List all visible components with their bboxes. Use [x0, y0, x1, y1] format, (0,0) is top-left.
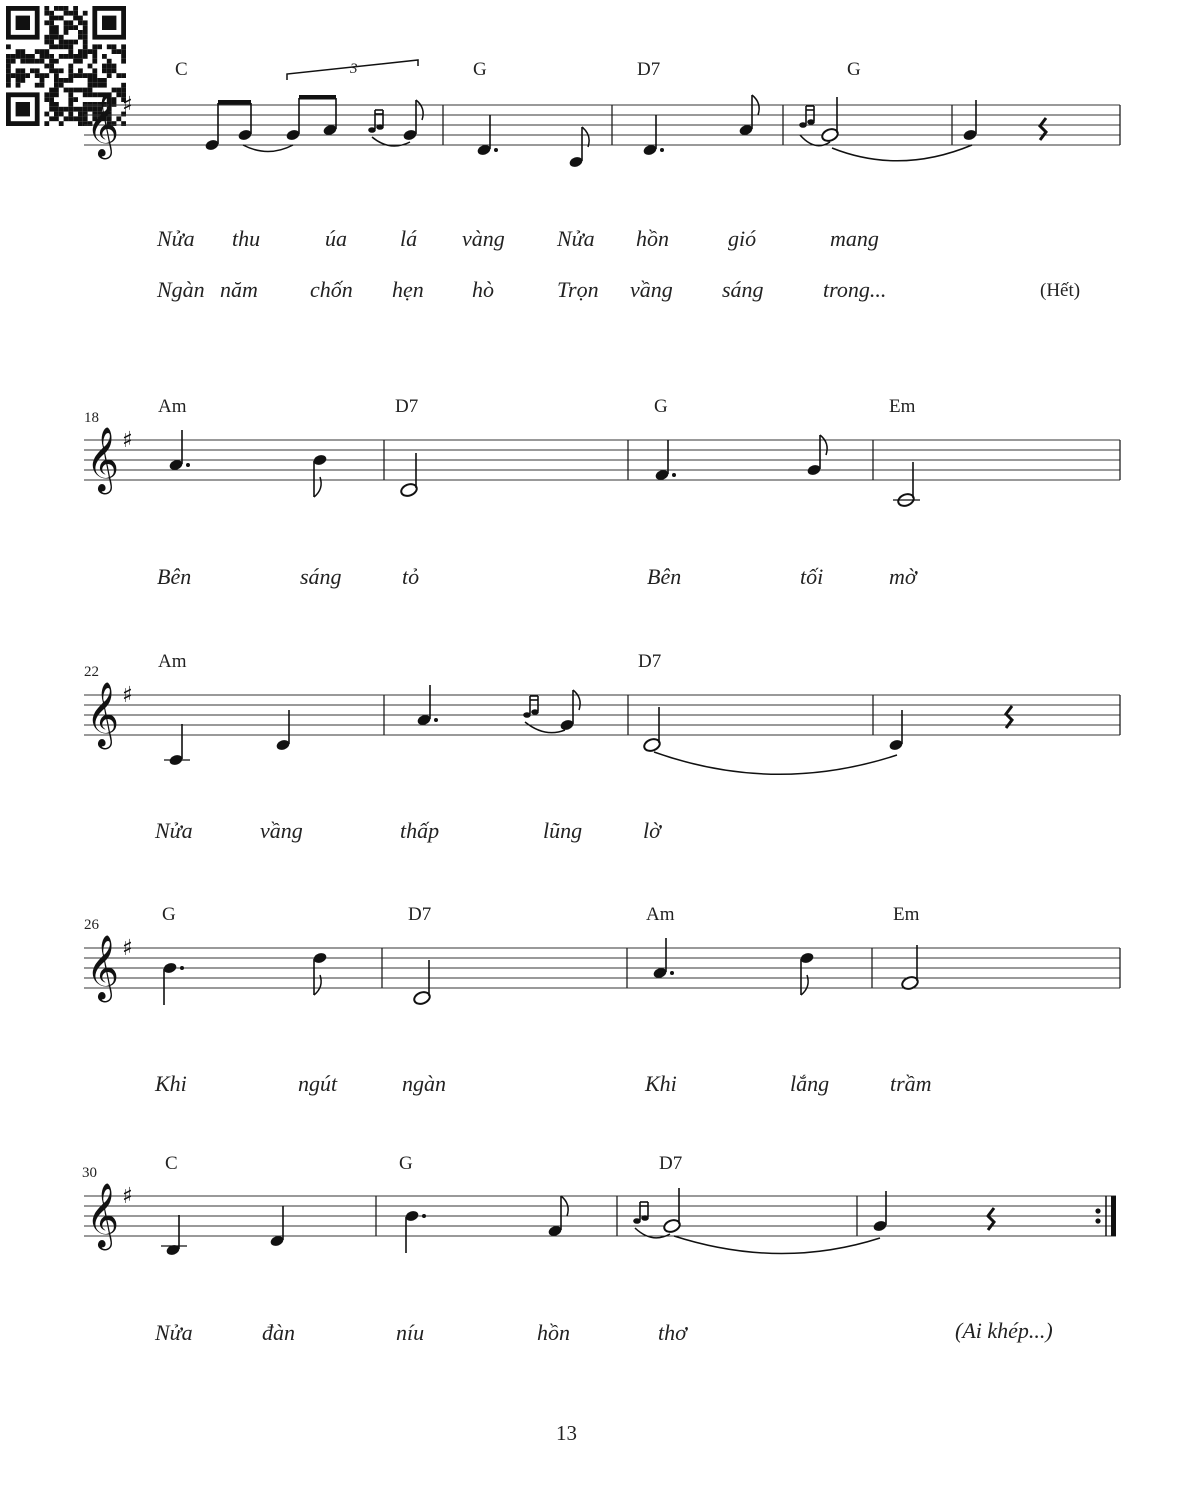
- note: [162, 961, 184, 1005]
- chord-symbol: Am: [158, 651, 187, 672]
- lyric-syllable: ngàn: [402, 1071, 446, 1096]
- lyric-syllable: sáng: [300, 564, 342, 589]
- chord-symbol: Em: [893, 904, 920, 925]
- treble-clef-icon: 𝄞: [86, 1183, 120, 1248]
- lyric-syllable: úa: [325, 226, 347, 251]
- lyric-syllable: lá: [400, 226, 418, 251]
- note: [888, 710, 903, 752]
- chord-symbol: D7: [638, 651, 662, 672]
- treble-clef-icon: 𝄞: [86, 92, 120, 157]
- note: [547, 1196, 568, 1238]
- staff-3: [84, 682, 1120, 749]
- system-4: [84, 904, 1120, 1096]
- lyrics-verse-1: [154, 818, 662, 843]
- tie: [654, 752, 897, 774]
- key-signature-sharp-icon: ♯: [122, 428, 133, 453]
- lyric-syllable: Nửa: [155, 1320, 193, 1345]
- measure-number: 18: [84, 410, 99, 426]
- chord-symbol: G: [847, 59, 861, 80]
- system-3: [84, 651, 1120, 843]
- note: [643, 707, 662, 753]
- staff-2: [84, 427, 1120, 494]
- chord-symbol: D7: [637, 59, 661, 80]
- lyric-syllable: hò: [472, 277, 494, 302]
- tuplet-number: 3: [350, 61, 358, 77]
- lyric-syllable: chốn: [310, 277, 353, 302]
- lyric-syllable: Bên: [157, 564, 192, 589]
- lyrics-verse-1: [156, 226, 879, 251]
- treble-clef-icon: 𝄞: [86, 682, 120, 747]
- note: [962, 100, 977, 142]
- lyric-syllable: vầng: [260, 818, 303, 843]
- key-signature-sharp-icon: ♯: [122, 683, 133, 708]
- note: [476, 115, 589, 169]
- grace-notes: [633, 1202, 649, 1224]
- lyric-syllable: năm: [220, 277, 258, 302]
- lyric-syllable: Khi: [645, 1071, 677, 1096]
- key-signature-sharp-icon: ♯: [122, 1184, 133, 1209]
- repeat-marker: (Ai khép...): [955, 1318, 1053, 1343]
- lyric-syllable: vầng: [630, 277, 673, 302]
- chord-symbol: G: [399, 1153, 413, 1174]
- lyric-syllable: lắng: [790, 1071, 830, 1096]
- lyric-syllable: tỏ: [402, 564, 420, 589]
- lyric-syllable: tối: [800, 564, 824, 589]
- lyric-syllable: ngút: [298, 1071, 338, 1096]
- lyric-syllable: hồn: [537, 1320, 570, 1345]
- staff-5: [84, 1183, 1116, 1250]
- grace-notes: [368, 110, 384, 133]
- lyric-syllable: Trọn: [557, 277, 599, 302]
- note: [821, 97, 840, 143]
- system-5: [82, 1153, 1116, 1345]
- system-2: [84, 396, 1120, 589]
- note: [312, 453, 327, 497]
- treble-clef-icon: 𝄞: [86, 427, 120, 492]
- lyric-syllable: Nửa: [157, 226, 195, 251]
- lyric-syllable: hồn: [636, 226, 669, 251]
- lyric-syllable: sáng: [722, 277, 764, 302]
- lyric-syllable: gió: [728, 226, 757, 251]
- tie: [243, 145, 293, 152]
- lyric-syllable: Bên: [647, 564, 682, 589]
- note: [642, 95, 759, 157]
- lyrics-verse-1: [157, 564, 918, 589]
- lyric-syllable: Nửa: [557, 226, 595, 251]
- lyric-syllable: Nửa: [155, 818, 193, 843]
- lyric-syllable: lũng: [543, 818, 583, 843]
- lyric-syllable: hẹn: [392, 277, 424, 302]
- quarter-rest-icon: [988, 1208, 994, 1230]
- chord-symbol: D7: [659, 1153, 683, 1174]
- note: [893, 462, 920, 508]
- note: [275, 710, 290, 752]
- chord-symbol: D7: [408, 904, 432, 925]
- page-number: 13: [556, 1421, 577, 1445]
- treble-clef-icon: 𝄞: [86, 935, 120, 1000]
- lyric-syllable: níu: [396, 1320, 425, 1345]
- lyric-syllable: thơ: [658, 1320, 687, 1345]
- note: [269, 1206, 284, 1248]
- note: [168, 430, 190, 472]
- chord-symbol: C: [165, 1153, 178, 1174]
- lyric-syllable: lờ: [643, 818, 661, 843]
- lyric-syllable: Khi: [155, 1071, 187, 1096]
- lyric-syllable: trong...: [823, 277, 887, 302]
- lyric-syllable: vàng: [462, 226, 505, 251]
- measure-number: 22: [84, 664, 99, 680]
- note: [404, 1209, 426, 1253]
- measure-number: 30: [82, 1165, 97, 1181]
- lyric-syllable: trầm: [890, 1071, 932, 1096]
- lyric-syllable: đàn: [262, 1320, 295, 1345]
- lyrics-verse-1: [154, 1071, 932, 1096]
- lyric-syllable: mờ: [889, 564, 917, 589]
- note: [654, 440, 676, 482]
- lyric-syllable: thấp: [400, 818, 440, 843]
- tie: [674, 1236, 880, 1254]
- note: [164, 724, 190, 767]
- note: [416, 685, 438, 727]
- chord-symbol: G: [162, 904, 176, 925]
- lyrics-verse-1: [154, 1320, 688, 1345]
- note: [652, 938, 674, 980]
- tie: [832, 145, 972, 161]
- system-1: [84, 59, 1120, 302]
- key-signature-sharp-icon: ♯: [122, 936, 133, 961]
- lyric-syllable: Ngàn: [157, 277, 205, 302]
- chord-symbol: G: [473, 59, 487, 80]
- chord-symbol: Em: [889, 396, 916, 417]
- chord-symbol: Am: [646, 904, 675, 925]
- chord-symbol: C: [175, 59, 188, 80]
- chord-symbol: Am: [158, 396, 187, 417]
- note: [663, 1188, 682, 1234]
- chord-symbol: D7: [395, 396, 419, 417]
- note: [413, 960, 432, 1006]
- staff-4: [84, 935, 1120, 1002]
- lyric-syllable: thu: [232, 226, 261, 251]
- slur: [525, 722, 565, 733]
- note: [872, 1191, 887, 1233]
- quarter-rest-icon: [1040, 118, 1046, 140]
- lyric-syllable: mang: [830, 226, 879, 251]
- measure-number: 26: [84, 917, 99, 933]
- note: [204, 100, 252, 152]
- lyrics-verse-2: [156, 277, 886, 302]
- end-marker: (Hết): [1040, 280, 1081, 301]
- chord-symbol: G: [654, 396, 668, 417]
- key-signature-sharp-icon: ♯: [122, 93, 133, 118]
